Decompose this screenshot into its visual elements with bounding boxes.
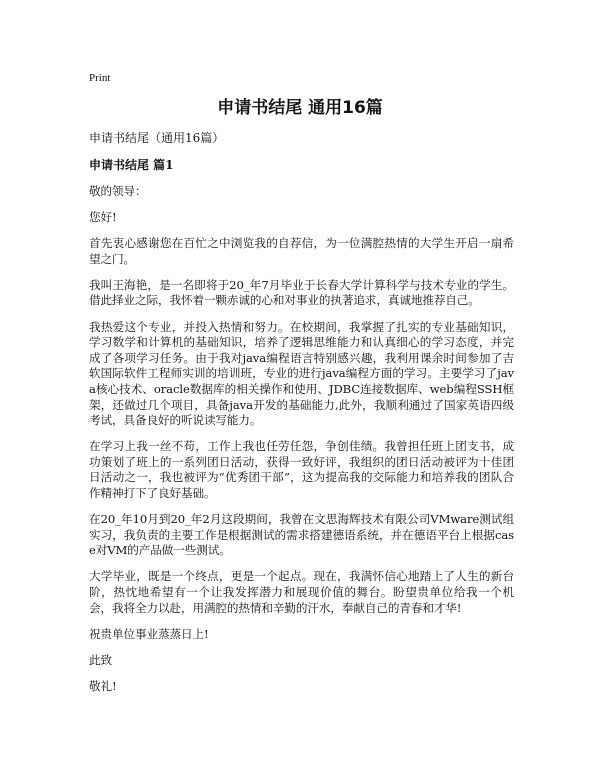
body-paragraph: 首先衷心感谢您在百忙之中浏览我的自荐信，为一位满腔热情的大学生开启一扇希望之门。	[89, 236, 514, 266]
greeting: 您好!	[89, 210, 117, 225]
closing-line: 此致	[89, 652, 112, 667]
document-body	[89, 130, 514, 705]
document-title: 申请书结尾 通用16篇	[217, 98, 383, 118]
body-paragraph: 大学毕业，既是一个终点，更是一个起点。现在，我满怀信心地踏上了人生的新台阶，热忱地希望有一个让我发挥潜力和展现价值的舞台。盼望贵单位给我一个机会，我将全力以赴，用满腔的热情和辛勤的汗水，奉献自己的青春和才华!	[89, 569, 514, 615]
section-heading: 申请书结尾 篇1	[89, 158, 174, 172]
closing-wish: 祝贵单位事业蒸蒸日上!	[89, 626, 209, 641]
body-paragraph: 在学习上我一丝不苟，工作上我也任劳任怨，争创佳绩。我曾担任班上团支书，成功策划了班上的一系列团日活动，获得一致好评，我组织的团日活动被评为十佳团日活动之一，我也被评为“优秀团干部”，这为提高我的交际能力和培养我的团队合作精神打下了良好基础。	[89, 439, 514, 500]
closing-salute: 敬礼!	[89, 678, 117, 693]
body-paragraph: 我热爱这个专业，并投入热情和努力。在校期间，我掌握了扎实的专业基础知识，学习数学和计算机的基础知识，培养了逻辑思维能力和认真细心的学习态度，并完成了各项学习任务。由于我对java编程语言特别感兴趣，我利用课余时间参加了吉软国际软件工程师实训的培训班，专业的进行java编程方面的学习。主要学习了java核心技术、oracle数据库的相关操作和使用、JDBC连接数据库、web编程SSH框架，还做过几个项目，具备java开发的基础能力,此外，我顺利通过了国家英语四级考试，具备良好的听说读写能力。	[89, 319, 514, 428]
salutation: 敬的领导：	[89, 184, 147, 198]
document-subtitle: 申请书结尾（通用16篇）	[89, 131, 225, 145]
print-label[interactable]: Print	[89, 72, 111, 84]
body-paragraph: 我叫王海艳，是一名即将于20_年7月毕业于长春大学计算科学与技术专业的学生。借此择业之际，我怀着一颗赤诚的心和对事业的执著追求，真诚地推荐自己。	[89, 277, 514, 308]
body-paragraph: 在20_年10月到20_年2月这段期间，我曾在文思海辉技术有限公司VMware测试组实习，我负责的主要工作是根据测试的需求搭建德语系统，并在德语平台上根据case对VM的产品做一些测试。	[89, 512, 514, 558]
